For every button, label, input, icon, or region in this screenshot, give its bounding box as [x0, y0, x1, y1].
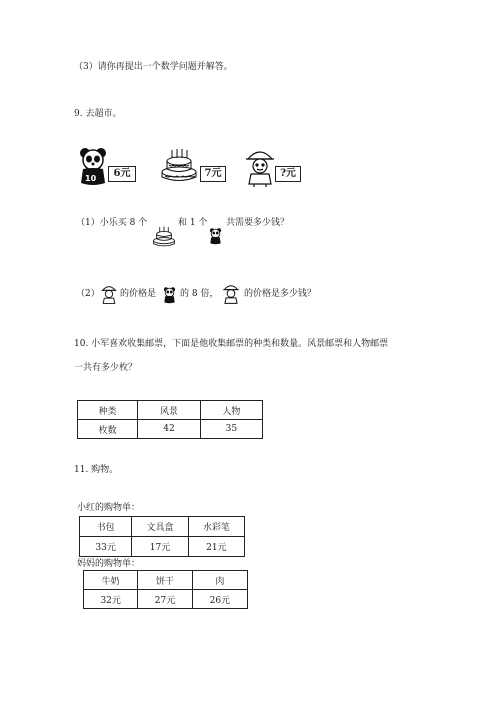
table-cell: 肉	[192, 571, 247, 590]
xiaohong-shopping-table	[79, 516, 245, 557]
doll-small-icon	[101, 284, 117, 305]
stamp-table	[77, 400, 263, 439]
question-11-title: 11. 购物。	[74, 465, 119, 475]
question-9-title: 9. 去超市。	[74, 109, 122, 119]
table-header-cell: 种类	[78, 401, 138, 420]
table-cell: 27元	[138, 590, 192, 609]
panda-price-tag: 6元	[108, 166, 136, 182]
list2-title: 妈妈的购物单：	[77, 559, 141, 569]
table-cell: 饼干	[138, 571, 192, 590]
table-cell: 26元	[192, 590, 247, 609]
table-cell: 书包	[80, 517, 132, 537]
part2-text-a: （2）	[76, 289, 100, 299]
table-cell: 21元	[188, 537, 244, 557]
table-row	[78, 401, 263, 420]
table-header-cell: 人物	[200, 401, 262, 420]
table-row	[80, 537, 245, 557]
part1-text-a: （1）小乐买 8 个	[76, 218, 148, 228]
panda-small-icon	[209, 227, 222, 246]
part2-text-b: 的价格是	[120, 289, 157, 299]
table-row	[84, 590, 248, 609]
table-cell: 32元	[84, 590, 138, 609]
doll-price-tag: ?元	[275, 166, 301, 182]
question-10-line2: 一共有多少枚？	[74, 363, 138, 373]
cake-small-icon	[152, 226, 176, 248]
list1-title: 小红的购物单：	[77, 503, 141, 513]
table-header-cell: 风景	[138, 401, 200, 420]
panda-toy-icon	[78, 147, 108, 187]
table-cell: 35	[200, 420, 262, 439]
part1-text-b: 和 1 个	[178, 218, 208, 228]
cake-price-tag: 7元	[200, 166, 226, 182]
mom-shopping-table	[83, 570, 248, 609]
svg-text:10: 10	[85, 174, 97, 183]
table-cell: 42	[138, 420, 200, 439]
table-cell: 水彩笔	[188, 517, 244, 537]
table-row	[78, 420, 263, 439]
part1-text-c: 共需要多少钱？	[226, 218, 290, 228]
question-8-part-3: （3）请你再提出一个数学问题并解答。	[74, 62, 233, 72]
doll-small-icon-2	[222, 283, 240, 305]
table-row	[80, 517, 245, 537]
birthday-cake-icon	[160, 148, 198, 184]
table-row	[84, 571, 248, 590]
table-cell: 33元	[80, 537, 132, 557]
panda-small-icon-2	[163, 286, 176, 305]
part2-text-d: 的价格是多少钱？	[244, 289, 317, 299]
table-cell: 文具盒	[132, 517, 188, 537]
part2-text-c: 的 8 倍，	[180, 289, 219, 299]
table-cell: 17元	[132, 537, 188, 557]
table-cell: 枚数	[78, 420, 138, 439]
table-cell: 牛奶	[84, 571, 138, 590]
doll-icon	[245, 147, 275, 187]
question-10-line1: 10. 小军喜欢收集邮票，下面是他收集邮票的种类和数量。风景邮票和人物邮票	[74, 339, 389, 349]
